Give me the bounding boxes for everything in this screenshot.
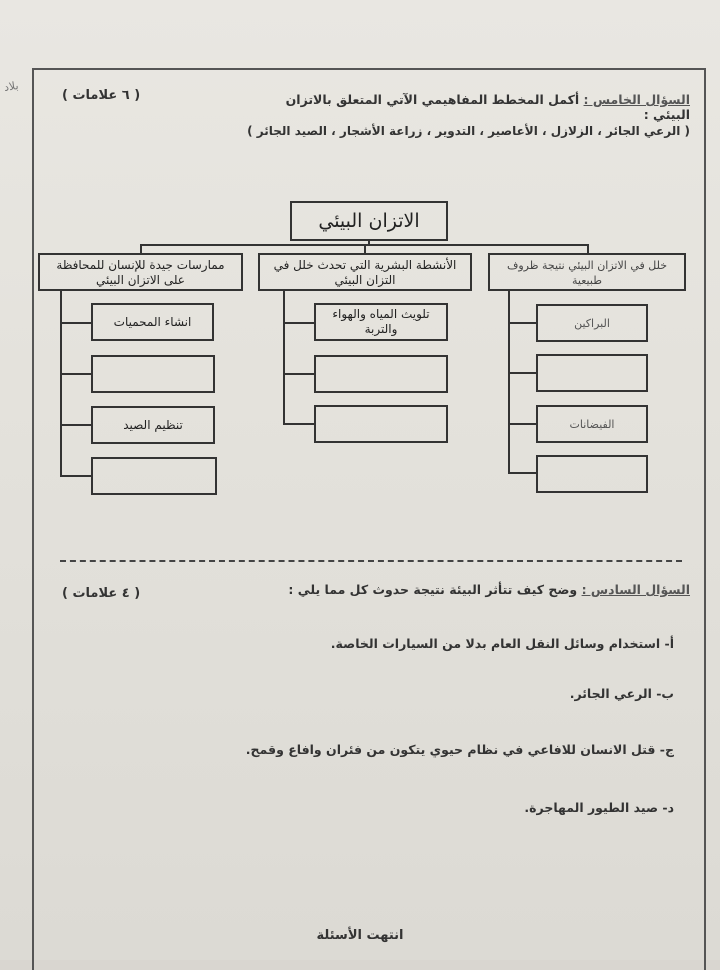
leaf-floods: الفيضانات [536,405,648,443]
category-3-branch [60,475,91,477]
q6-item-d: د- صيد الطيور المهاجرة. [524,800,674,815]
category-3-trunk [60,291,62,477]
q6-item-a: أ- استخدام وسائل النقل العام بدلا من السيارات الخاصة. [330,636,674,651]
q6-item-b: ب- الرعي الجائر. [569,686,674,701]
category-1-connector [587,244,589,253]
margin-mark: بلاد [3,79,20,94]
q5-word-bank: ( الرعي الجائر ، الزلازل ، الأعاصير ، التدوير ، زراعة الأشجار ، الصيد الجائر ) [247,124,690,138]
end-of-questions: انتهت الأسئلة [316,928,404,943]
category-2-branch [283,373,314,375]
leaf-volcanoes: البراكين [536,304,648,342]
q6-instruction: وضح كيف تتأثر البيئة نتيجة حدوث كل مما يلي : [288,582,578,597]
leaf-blank[interactable] [314,355,448,393]
q6-marks: ( ٤ علامات ) [62,586,141,601]
q6-number: السؤال السادس : [581,582,690,597]
category-2-branch [283,322,314,324]
leaf-blank[interactable] [314,405,448,443]
category-1-branch [508,423,536,425]
leaf-pollution: تلويث المياه والهواء والتربة [314,303,448,341]
q6-title [230,582,690,597]
leaf-blank[interactable] [536,354,648,392]
q5-instruction: أكمل المخطط المفاهيمي الآتي المتعلق بالاتزان البيئي : [285,92,690,122]
leaf-blank[interactable] [91,457,217,495]
q5-title [270,92,690,122]
category-1-branch [508,322,536,324]
category-2-trunk [283,291,285,425]
category-3-branch [60,424,91,426]
category-1-branch [508,472,536,474]
category-2-connector [364,244,366,253]
leaf-blank[interactable] [91,355,215,393]
category-3-branch [60,322,91,324]
leaf-hunting-regulation: تنظيم الصيد [91,406,215,444]
section-divider [60,560,682,562]
leaf-blank[interactable] [536,455,648,493]
leaf-reserves: انشاء المحميات [91,303,214,341]
category-natural: خلل في الاتزان البيئي نتيجة ظروف طبيعية [488,253,686,291]
category-3-branch [60,373,91,375]
category-good-practices: ممارسات جيدة للإنسان للمحافظة على الاتزان البيئي [38,253,243,291]
category-1-trunk [508,291,510,474]
q5-marks: ( ٦ علامات ) [62,88,141,103]
q6-item-c: ج- قتل الانسان للافاعي في نظام حيوي يتكون من فئران وافاع وقمح. [245,742,674,757]
category-1-branch [508,372,536,374]
category-2-branch [283,423,314,425]
category-human-activities: الأنشطة البشرية التي تحدث خلل في التزان البيئي [258,253,472,291]
q5-number: السؤال الخامس : [583,92,690,107]
concept-root: الاتزان البيئي [290,201,448,241]
category-3-connector [140,244,142,253]
